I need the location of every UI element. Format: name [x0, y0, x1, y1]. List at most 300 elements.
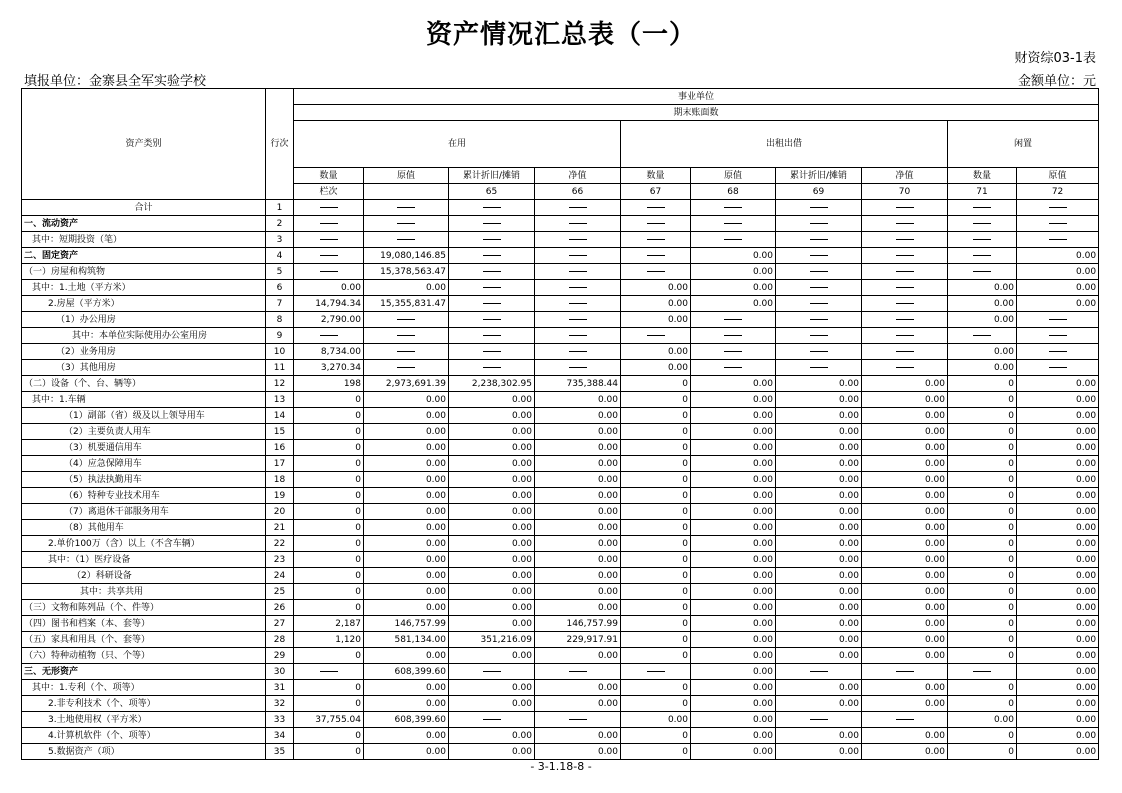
value-cell: 0.00 [862, 568, 948, 584]
value-cell: 0.00 [1017, 520, 1099, 536]
column-number: 68 [691, 184, 776, 200]
value-cell: 0 [294, 728, 364, 744]
empty-cell-dash [364, 344, 449, 360]
asset-summary-table [21, 88, 1099, 760]
row-number: 31 [266, 680, 294, 696]
empty-cell-dash [948, 328, 1017, 344]
value-cell: 0 [948, 680, 1017, 696]
row-label: 其中：本单位实际使用办公室用房 [22, 328, 266, 344]
value-cell: 0.00 [691, 552, 776, 568]
column-header: 累计折旧/摊销 [776, 168, 862, 184]
lanci-label: 栏次 [294, 184, 364, 200]
value-cell: 0.00 [621, 712, 691, 728]
lanci-blank [364, 184, 449, 200]
value-cell: 0 [948, 520, 1017, 536]
value-cell: 0 [621, 632, 691, 648]
dash-mark [320, 335, 338, 336]
value-cell: 0.00 [449, 744, 535, 760]
value-cell: 37,755.04 [294, 712, 364, 728]
dash-mark [569, 223, 587, 224]
row-number: 6 [266, 280, 294, 296]
dash-mark [320, 223, 338, 224]
row-label: 5.数据资产（项） [22, 744, 266, 760]
value-cell: 0.00 [1017, 568, 1099, 584]
value-cell: 0.00 [862, 392, 948, 408]
value-cell: 0.00 [535, 680, 621, 696]
form-id: 财资综03-1表 [1014, 51, 1096, 66]
dash-mark [569, 671, 587, 672]
empty-cell-dash [621, 200, 691, 216]
value-cell: 0.00 [535, 504, 621, 520]
empty-cell-dash [364, 216, 449, 232]
row-label: （二）设备（个、台、辆等） [22, 376, 266, 392]
row-label: （2）业务用房 [22, 344, 266, 360]
column-header: 数量 [948, 168, 1017, 184]
value-cell: 0.00 [1017, 648, 1099, 664]
in-use-header: 在用 [294, 121, 621, 168]
value-cell: 0.00 [449, 440, 535, 456]
column-header: 数量 [621, 168, 691, 184]
dash-mark [810, 671, 828, 672]
value-cell: 0 [294, 648, 364, 664]
value-cell: 0.00 [776, 536, 862, 552]
empty-cell-dash [449, 216, 535, 232]
value-cell: 2,238,302.95 [449, 376, 535, 392]
value-cell: 0.00 [535, 648, 621, 664]
empty-cell-dash [1017, 344, 1099, 360]
table-row [22, 424, 1099, 440]
value-cell: 0 [621, 408, 691, 424]
empty-cell-dash [535, 200, 621, 216]
table-row [22, 664, 1099, 680]
value-cell: 0 [621, 568, 691, 584]
asset-type-header: 资产类别 [22, 89, 266, 200]
empty-cell-dash [862, 344, 948, 360]
value-cell: 0.00 [691, 248, 776, 264]
row-number: 27 [266, 616, 294, 632]
dash-mark [810, 335, 828, 336]
page-footer: - 3-1.18-8 - [530, 760, 592, 773]
row-label: （6）特种专业技术用车 [22, 488, 266, 504]
value-cell: 0.00 [776, 600, 862, 616]
value-cell: 0.00 [862, 584, 948, 600]
value-cell: 0 [621, 392, 691, 408]
empty-cell-dash [862, 712, 948, 728]
value-cell: 0.00 [776, 680, 862, 696]
empty-cell-dash [294, 200, 364, 216]
row-number: 10 [266, 344, 294, 360]
row-label: （8）其他用车 [22, 520, 266, 536]
dash-mark [483, 303, 501, 304]
row-label: （2）科研设备 [22, 568, 266, 584]
empty-cell-dash [1017, 360, 1099, 376]
value-cell: 0.00 [1017, 440, 1099, 456]
table-row [22, 248, 1099, 264]
empty-cell-dash [449, 344, 535, 360]
dash-mark [397, 223, 415, 224]
value-cell: 0.00 [364, 280, 449, 296]
dash-mark [1049, 367, 1067, 368]
value-cell: 8,734.00 [294, 344, 364, 360]
table-row [22, 520, 1099, 536]
dash-mark [724, 319, 742, 320]
value-cell: 0.00 [862, 520, 948, 536]
row-number: 12 [266, 376, 294, 392]
dash-mark [810, 271, 828, 272]
dash-mark [810, 367, 828, 368]
value-cell: 0.00 [364, 488, 449, 504]
value-cell: 0.00 [1017, 552, 1099, 568]
value-cell: 0.00 [364, 536, 449, 552]
value-cell: 0.00 [449, 520, 535, 536]
row-label: （一）房屋和构筑物 [22, 264, 266, 280]
dash-mark [1049, 335, 1067, 336]
value-cell: 0 [948, 632, 1017, 648]
empty-cell-dash [535, 296, 621, 312]
empty-cell-dash [776, 312, 862, 328]
value-cell: 0.00 [776, 440, 862, 456]
empty-cell-dash [449, 664, 535, 680]
empty-cell-dash [691, 216, 776, 232]
empty-cell-dash [449, 328, 535, 344]
dash-mark [896, 271, 914, 272]
empty-cell-dash [1017, 216, 1099, 232]
dash-mark [569, 239, 587, 240]
value-cell: 0 [294, 600, 364, 616]
empty-cell-dash [862, 664, 948, 680]
value-cell: 0.00 [1017, 280, 1099, 296]
row-number: 26 [266, 600, 294, 616]
empty-cell-dash [776, 360, 862, 376]
value-cell: 0.00 [1017, 424, 1099, 440]
value-cell: 0.00 [862, 408, 948, 424]
dash-mark [810, 207, 828, 208]
table-row [22, 728, 1099, 744]
empty-cell-dash [862, 280, 948, 296]
dash-mark [810, 319, 828, 320]
table-row [22, 344, 1099, 360]
value-cell: 0.00 [691, 568, 776, 584]
empty-cell-dash [535, 248, 621, 264]
value-cell: 0.00 [364, 696, 449, 712]
value-cell: 0.00 [948, 280, 1017, 296]
value-cell: 0.00 [621, 280, 691, 296]
row-label: （1）办公用房 [22, 312, 266, 328]
row-number: 35 [266, 744, 294, 760]
value-cell: 0.00 [364, 440, 449, 456]
value-cell: 0.00 [621, 360, 691, 376]
value-cell: 0.00 [449, 472, 535, 488]
row-label: 其中：（1）医疗设备 [22, 552, 266, 568]
empty-cell-dash [621, 232, 691, 248]
value-cell: 0.00 [1017, 488, 1099, 504]
table-row [22, 536, 1099, 552]
table-row [22, 488, 1099, 504]
empty-cell-dash [691, 344, 776, 360]
dash-mark [569, 351, 587, 352]
value-cell: 0.00 [862, 680, 948, 696]
value-cell: 0.00 [535, 440, 621, 456]
value-cell: 0.00 [862, 632, 948, 648]
dash-mark [647, 223, 665, 224]
dash-mark [973, 255, 991, 256]
column-number: 66 [535, 184, 621, 200]
value-cell: 735,388.44 [535, 376, 621, 392]
column-header: 净值 [862, 168, 948, 184]
table-row [22, 216, 1099, 232]
value-cell: 0.00 [691, 456, 776, 472]
table-row [22, 360, 1099, 376]
value-cell: 0.00 [1017, 680, 1099, 696]
value-cell: 0.00 [364, 520, 449, 536]
empty-cell-dash [862, 296, 948, 312]
value-cell: 0.00 [776, 616, 862, 632]
empty-cell-dash [535, 328, 621, 344]
empty-cell-dash [776, 200, 862, 216]
value-cell: 0.00 [862, 600, 948, 616]
value-cell: 0.00 [691, 472, 776, 488]
table-row [22, 504, 1099, 520]
row-number: 15 [266, 424, 294, 440]
value-cell: 0.00 [776, 472, 862, 488]
row-label: （3）机要通信用车 [22, 440, 266, 456]
value-cell: 0.00 [862, 472, 948, 488]
value-cell: 0 [294, 680, 364, 696]
value-cell: 0.00 [862, 616, 948, 632]
value-cell: 0.00 [449, 552, 535, 568]
row-no-header: 行次 [266, 89, 294, 200]
value-cell: 0.00 [449, 424, 535, 440]
dash-mark [397, 239, 415, 240]
row-number: 5 [266, 264, 294, 280]
dash-mark [896, 335, 914, 336]
value-cell: 0 [294, 744, 364, 760]
dash-mark [483, 367, 501, 368]
row-number: 18 [266, 472, 294, 488]
value-cell: 0.00 [449, 536, 535, 552]
table-row [22, 680, 1099, 696]
value-cell: 0 [621, 648, 691, 664]
value-cell: 0.00 [535, 424, 621, 440]
column-number: 70 [862, 184, 948, 200]
value-cell: 0.00 [1017, 472, 1099, 488]
row-number: 23 [266, 552, 294, 568]
value-cell: 0.00 [535, 744, 621, 760]
value-cell: 0.00 [449, 696, 535, 712]
value-cell: 198 [294, 376, 364, 392]
value-cell: 19,080,146.85 [364, 248, 449, 264]
dash-mark [569, 367, 587, 368]
value-cell: 1,120 [294, 632, 364, 648]
dash-mark [973, 207, 991, 208]
value-cell: 0.00 [449, 408, 535, 424]
empty-cell-dash [621, 264, 691, 280]
empty-cell-dash [294, 216, 364, 232]
value-cell: 0.00 [1017, 616, 1099, 632]
empty-cell-dash [776, 296, 862, 312]
dash-mark [320, 271, 338, 272]
value-cell: 0.00 [948, 296, 1017, 312]
value-cell: 0 [948, 376, 1017, 392]
value-cell: 0 [294, 568, 364, 584]
value-cell: 0.00 [1017, 584, 1099, 600]
empty-cell-dash [449, 280, 535, 296]
value-cell: 0.00 [776, 376, 862, 392]
value-cell: 0 [621, 536, 691, 552]
value-cell: 0.00 [535, 408, 621, 424]
row-number: 17 [266, 456, 294, 472]
row-label: （4）应急保障用车 [22, 456, 266, 472]
value-cell: 0.00 [294, 280, 364, 296]
value-cell: 0 [621, 696, 691, 712]
dash-mark [896, 303, 914, 304]
value-cell: 0 [621, 488, 691, 504]
value-cell: 0 [294, 504, 364, 520]
table-row [22, 296, 1099, 312]
row-label: 2.房屋（平方米） [22, 296, 266, 312]
empty-cell-dash [862, 232, 948, 248]
value-cell: 0.00 [449, 584, 535, 600]
empty-cell-dash [535, 712, 621, 728]
row-number: 30 [266, 664, 294, 680]
empty-cell-dash [776, 280, 862, 296]
row-label: 3.土地使用权（平方米） [22, 712, 266, 728]
dash-mark [973, 223, 991, 224]
empty-cell-dash [364, 360, 449, 376]
empty-cell-dash [948, 200, 1017, 216]
value-cell: 0 [621, 744, 691, 760]
value-cell: 0 [294, 488, 364, 504]
table-row [22, 600, 1099, 616]
empty-cell-dash [948, 232, 1017, 248]
dash-mark [647, 239, 665, 240]
table-row [22, 440, 1099, 456]
value-cell: 0.00 [364, 392, 449, 408]
dash-mark [1049, 207, 1067, 208]
value-cell: 0 [621, 504, 691, 520]
row-number: 2 [266, 216, 294, 232]
value-cell: 0 [621, 584, 691, 600]
value-cell: 0.00 [691, 712, 776, 728]
value-cell: 0.00 [1017, 504, 1099, 520]
empty-cell-dash [691, 312, 776, 328]
dash-mark [320, 239, 338, 240]
dash-mark [647, 271, 665, 272]
value-cell: 0.00 [364, 552, 449, 568]
dash-mark [724, 207, 742, 208]
dash-mark [724, 223, 742, 224]
empty-cell-dash [535, 312, 621, 328]
value-cell: 0.00 [691, 392, 776, 408]
column-number: 69 [776, 184, 862, 200]
value-cell: 0.00 [364, 456, 449, 472]
value-cell: 0.00 [776, 408, 862, 424]
row-number: 28 [266, 632, 294, 648]
value-cell: 0.00 [1017, 296, 1099, 312]
value-cell: 0.00 [691, 584, 776, 600]
empty-cell-dash [862, 312, 948, 328]
dash-mark [647, 671, 665, 672]
table-row [22, 264, 1099, 280]
value-cell: 0.00 [776, 632, 862, 648]
page-title: 资产情况汇总表（一） [425, 20, 696, 50]
value-cell: 0 [621, 376, 691, 392]
dash-mark [810, 303, 828, 304]
empty-cell-dash [364, 200, 449, 216]
value-cell: 0.00 [449, 680, 535, 696]
value-cell: 0.00 [691, 296, 776, 312]
empty-cell-dash [862, 248, 948, 264]
table-row [22, 200, 1099, 216]
dash-mark [896, 351, 914, 352]
value-cell: 2,790.00 [294, 312, 364, 328]
empty-cell-dash [776, 344, 862, 360]
empty-cell-dash [294, 264, 364, 280]
value-cell: 0.00 [364, 680, 449, 696]
value-cell: 0.00 [862, 552, 948, 568]
table-row [22, 456, 1099, 472]
table-row [22, 744, 1099, 760]
value-cell: 0.00 [691, 680, 776, 696]
row-label: （1）副部（省）级及以上领导用车 [22, 408, 266, 424]
row-label: 4.计算机软件（个、项等） [22, 728, 266, 744]
period-end-header: 期末账面数 [294, 105, 1099, 121]
row-label: （3）其他用房 [22, 360, 266, 376]
table-row [22, 712, 1099, 728]
value-cell: 0.00 [1017, 376, 1099, 392]
value-cell: 0.00 [364, 568, 449, 584]
value-cell: 0 [294, 440, 364, 456]
dash-mark [569, 335, 587, 336]
empty-cell-dash [948, 664, 1017, 680]
value-cell: 0.00 [1017, 600, 1099, 616]
value-cell: 0 [948, 696, 1017, 712]
row-number: 8 [266, 312, 294, 328]
value-cell: 0.00 [776, 520, 862, 536]
row-number: 7 [266, 296, 294, 312]
dash-mark [483, 319, 501, 320]
value-cell: 0.00 [948, 312, 1017, 328]
value-cell: 581,134.00 [364, 632, 449, 648]
empty-cell-dash [776, 664, 862, 680]
value-cell: 0.00 [862, 456, 948, 472]
value-cell: 0 [948, 584, 1017, 600]
dash-mark [1049, 351, 1067, 352]
column-header: 净值 [535, 168, 621, 184]
column-header: 原值 [691, 168, 776, 184]
rented-header: 出租出借 [621, 121, 948, 168]
dash-mark [724, 351, 742, 352]
empty-cell-dash [862, 216, 948, 232]
value-cell: 351,216.09 [449, 632, 535, 648]
value-cell: 0 [948, 488, 1017, 504]
table-row [22, 232, 1099, 248]
dash-mark [647, 255, 665, 256]
empty-cell-dash [948, 264, 1017, 280]
dash-mark [320, 671, 338, 672]
value-cell: 0.00 [449, 456, 535, 472]
value-cell: 0 [294, 472, 364, 488]
row-label: 2.非专利技术（个、项等） [22, 696, 266, 712]
empty-cell-dash [776, 216, 862, 232]
table-row [22, 376, 1099, 392]
empty-cell-dash [294, 232, 364, 248]
dash-mark [483, 335, 501, 336]
value-cell: 0.00 [862, 488, 948, 504]
empty-cell-dash [776, 712, 862, 728]
empty-cell-dash [621, 248, 691, 264]
row-number: 16 [266, 440, 294, 456]
